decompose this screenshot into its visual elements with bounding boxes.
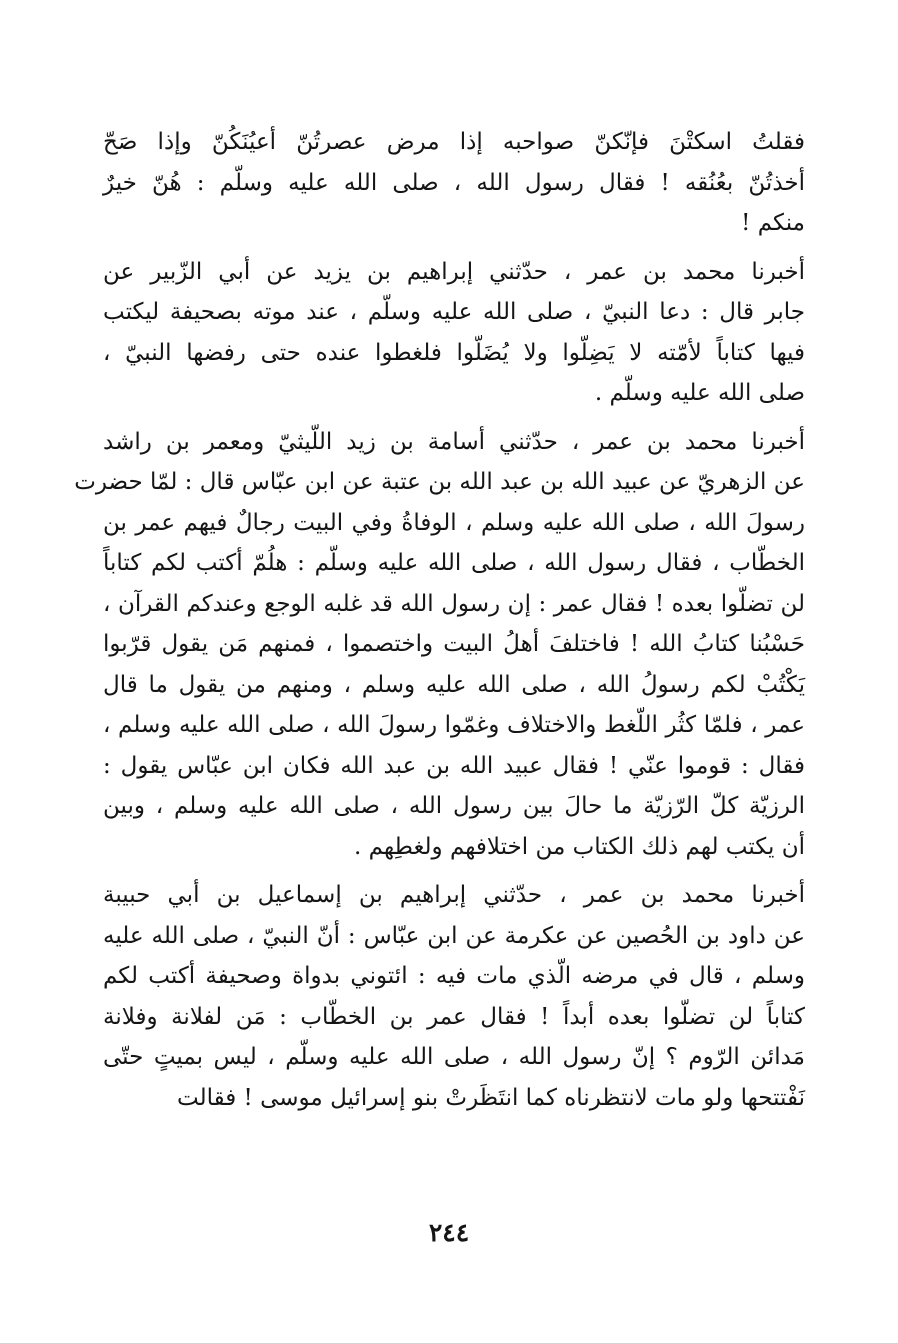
text-line: حَسْبُنا كتابُ الله ! فاختلفَ أهلُ البيت واختصموا ، فمنهم مَن يقول قرّبوا bbox=[103, 631, 805, 657]
text-line: أخبرنا محمد بن عمر ، حدّثني إبراهيم بن إسماعيل بن أبي حبيبة bbox=[103, 882, 805, 908]
text-line: كتاباً لن تضلّوا بعده أبداً ! فقال عمر بن الخطّاب : مَن لفلانة وفلانة bbox=[103, 1003, 805, 1030]
text-line: أخذتُنّ بعُنُقه ! فقال رسول الله ، صلى الله عليه وسلّم : هُنّ خيرٌ bbox=[103, 169, 805, 196]
text-line: لن تضلّوا بعده ! فقال عمر : إن رسول الله قد غلبه الوجع وعندكم القرآن ، bbox=[103, 590, 805, 617]
text-line: الرزيّة كلّ الرّزيّة ما حالَ بين رسول الله ، صلى الله عليه وسلم ، وبين bbox=[103, 793, 805, 819]
text-line: فقلتُ اسكتْنَ فإنّكنّ صواحبه إذا مرض عصرتُنّ أعيُنَكُنّ وإذا صَحّ bbox=[103, 129, 805, 155]
text-line: مَدائن الرّوم ؟ إنّ رسول الله ، صلى الله عليه وسلّم ، ليس بميتٍ حتّى bbox=[103, 1044, 805, 1070]
text-line: فيها كتاباً لأمّته لا يَضِلّوا ولا يُضَلّوا فلغطوا عنده حتى رفضها النبيّ ، bbox=[103, 339, 805, 366]
text-line: يَكْتُبْ لكم رسولُ الله ، صلى الله عليه وسلم ، ومنهم من يقول ما قال bbox=[103, 671, 805, 698]
text-line: فقال : قوموا عنّي ! فقال عبيد الله بن عبد الله فكان ابن عبّاس يقول : bbox=[103, 752, 805, 779]
text-line: عن الزهريّ عن عبيد الله بن عبد الله بن عتبة عن ابن عبّاس قال : لمّا حضرت bbox=[74, 469, 805, 495]
text-line: أن يكتب لهم ذلك الكتاب من اختلافهم ولغطِهم . bbox=[354, 833, 805, 860]
text-line: أخبرنا محمد بن عمر ، حدّثني أسامة بن زيد اللّيثيّ ومعمر بن راشد bbox=[103, 428, 805, 455]
text-line: أخبرنا محمد بن عمر ، حدّثني إبراهيم بن يزيد عن أبي الزّبير عن bbox=[103, 258, 805, 285]
text-line: رسولَ الله ، صلى الله عليه وسلم ، الوفاةُ وفي البيت رجالٌ فيهم عمر بن bbox=[103, 509, 805, 536]
text-line: وسلم ، قال في مرضه الّذي مات فيه : ائتوني بدواة وصحيفة أكتب لكم bbox=[103, 963, 805, 989]
text-line: عمر ، فلمّا كثُر اللّغط والاختلاف وغمّوا رسولَ الله ، صلى الله عليه وسلم ، bbox=[103, 712, 805, 738]
text-line: جابر قال : دعا النبيّ ، صلى الله عليه وسلّم ، عند موته بصحيفة ليكتب bbox=[103, 299, 805, 325]
text-line: نَفْتتحها ولو مات لانتظرناه كما انتَظَرتْ بنو إسرائيل موسى ! فقالت bbox=[177, 1084, 805, 1111]
page-number: ٢٤٤ bbox=[428, 1218, 470, 1247]
text-line: منكم ! bbox=[741, 210, 805, 236]
text-line: الخطّاب ، فقال رسول الله ، صلى الله عليه وسلّم : هلُمّ أكتب لكم كتاباً bbox=[103, 550, 805, 576]
text-line: صلى الله عليه وسلّم . bbox=[594, 380, 805, 406]
text-line: عن داود بن الحُصين عن عكرمة عن ابن عبّاس : أنّ النبيّ ، صلى الله عليه bbox=[103, 922, 806, 949]
